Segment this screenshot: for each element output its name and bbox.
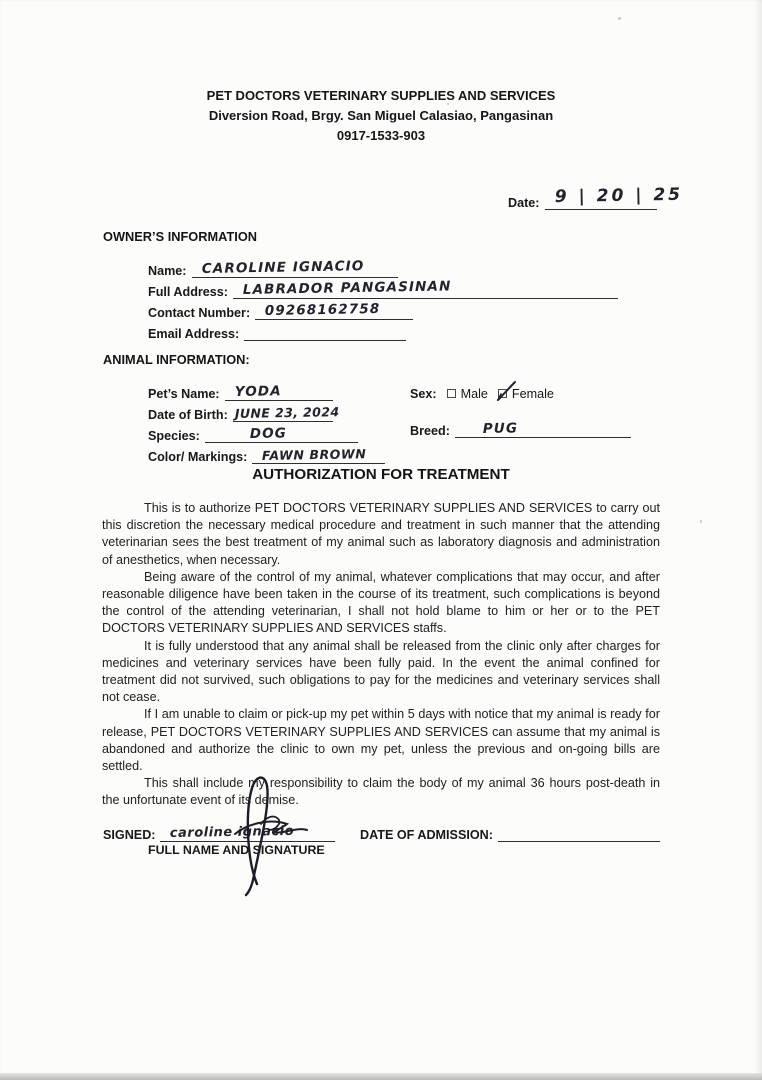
clinic-name: PET DOCTORS VETERINARY SUPPLIES AND SERVICES (206, 88, 556, 103)
female-checkbox-checked (498, 389, 507, 398)
owner-email-label: Email Address: (148, 327, 240, 341)
owner-email-field (148, 321, 406, 341)
color-markings-label: Color/ Markings: (148, 450, 248, 464)
date-of-admission-field (360, 822, 660, 842)
breed-line (455, 420, 631, 438)
pet-name-label: Pet’s Name: (148, 387, 220, 401)
owner-contact-label: Contact Number: (148, 306, 251, 320)
date-field (508, 184, 683, 210)
scan-speck (700, 520, 702, 523)
dob-line (233, 404, 340, 422)
authorization-title: AUTHORIZATION FOR TREATMENT (252, 466, 510, 483)
color-markings-line (252, 446, 385, 464)
owner-address-line (233, 278, 618, 299)
authorization-paragraph: It is fully understood that any animal shall be released from the clinic only after charges for medicines and veterinary services have been fully paid. In the event the animal confined for treatment did not survived, such obligations to pay for the medicines and veterinary services shall not cease. (102, 638, 660, 705)
male-checkbox (447, 389, 456, 398)
owner-name-field (148, 258, 398, 278)
sex-field (410, 381, 554, 401)
authorization-paragraph: This is to authorize PET DOCTORS VETERINARY SUPPLIES AND SERVICES to carry out this discretion the necessary medical procedure and treatment in such manner that the attending veterinarian sees the best treatment of my animal such as laboratory diagnosis and administration of anesthetics, when necessary. (102, 501, 660, 567)
owner-address-label: Full Address: (148, 285, 229, 299)
clinic-address: Diversion Road, Brgy. San Miguel Calasiao, Pangasinan (208, 108, 554, 123)
owner-contact-handwritten-value: 09268162758 (264, 300, 381, 319)
species-label: Species: (148, 429, 200, 443)
signed-label: SIGNED: (103, 828, 156, 842)
date-of-admission-label: DATE OF ADMISSION: (360, 828, 493, 842)
female-checkmark-icon (496, 380, 518, 402)
date-handwritten-value: 9 | 20 | 25 (554, 184, 683, 207)
breed-field (410, 418, 631, 438)
owner-section-heading: OWNER’S INFORMATION (103, 229, 258, 244)
owner-contact-line (255, 302, 413, 320)
signature-handwritten-name: caroline ignacio (170, 823, 295, 841)
signed-line (160, 824, 335, 842)
breed-label: Breed: (410, 424, 450, 438)
female-option-label: Female (511, 387, 554, 401)
date-line (545, 184, 683, 210)
signature-caption: FULL NAME AND SIGNATURE (148, 843, 325, 857)
authorization-paragraph: Being aware of the control of my animal, whatever complications that may occur, and after reasonable diligence have been taken in the course of its treatment, such complications is beyond the control of the attending veterinarian, I shall not hold blame to him or her or to the PET DOCTORS VETERINARY SUPPLIES AND SERVICES staffs. (102, 569, 660, 636)
clinic-header (0, 86, 762, 146)
authorization-paragraph: This shall include my responsibility to claim the body of my animal 36 hours post-death in the unfortunate event of its demise. (102, 776, 660, 808)
owner-name-line (192, 260, 398, 278)
signed-field (103, 822, 335, 842)
sex-label: Sex: (410, 387, 437, 401)
dob-label: Date of Birth: (148, 408, 228, 422)
dob-handwritten-value: JUNE 23, 2024 (234, 404, 340, 421)
pet-name-field (148, 381, 333, 401)
owner-contact-field (148, 300, 413, 320)
species-field (148, 423, 358, 443)
male-option-label: Male (460, 387, 488, 401)
clinic-phone: 0917-1533-903 (336, 128, 426, 143)
owner-name-label: Name: (148, 264, 187, 278)
pet-name-handwritten-value: YODA (234, 383, 282, 400)
authorization-body (102, 500, 660, 810)
date-of-admission-line (498, 824, 660, 842)
color-markings-handwritten-value: FAWN BROWN (262, 446, 367, 463)
owner-address-field (148, 279, 618, 299)
date-label: Date: (508, 196, 540, 210)
species-handwritten-value: DOG (249, 425, 287, 442)
color-markings-field (148, 444, 385, 464)
dob-field (148, 402, 340, 422)
owner-name-handwritten-value: CAROLINE IGNACIO (201, 258, 364, 277)
breed-handwritten-value: PUG (482, 420, 519, 437)
owner-address-handwritten-value: LABRADOR PANGASINAN (242, 278, 452, 298)
scan-speck (618, 17, 621, 20)
animal-section-heading: ANIMAL INFORMATION: (103, 352, 250, 367)
pet-name-line (225, 383, 333, 401)
owner-email-line (244, 323, 406, 341)
species-line (205, 425, 358, 443)
authorization-paragraph: If I am unable to claim or pick-up my pet within 5 days with notice that my animal is ready for release, PET DOCTORS VETERINARY SUPPLIES AND SERVICES can assume that my animal is abandoned and authorize the clinic to own my pet, unless the previous and on-going bills are settled. (102, 707, 660, 774)
